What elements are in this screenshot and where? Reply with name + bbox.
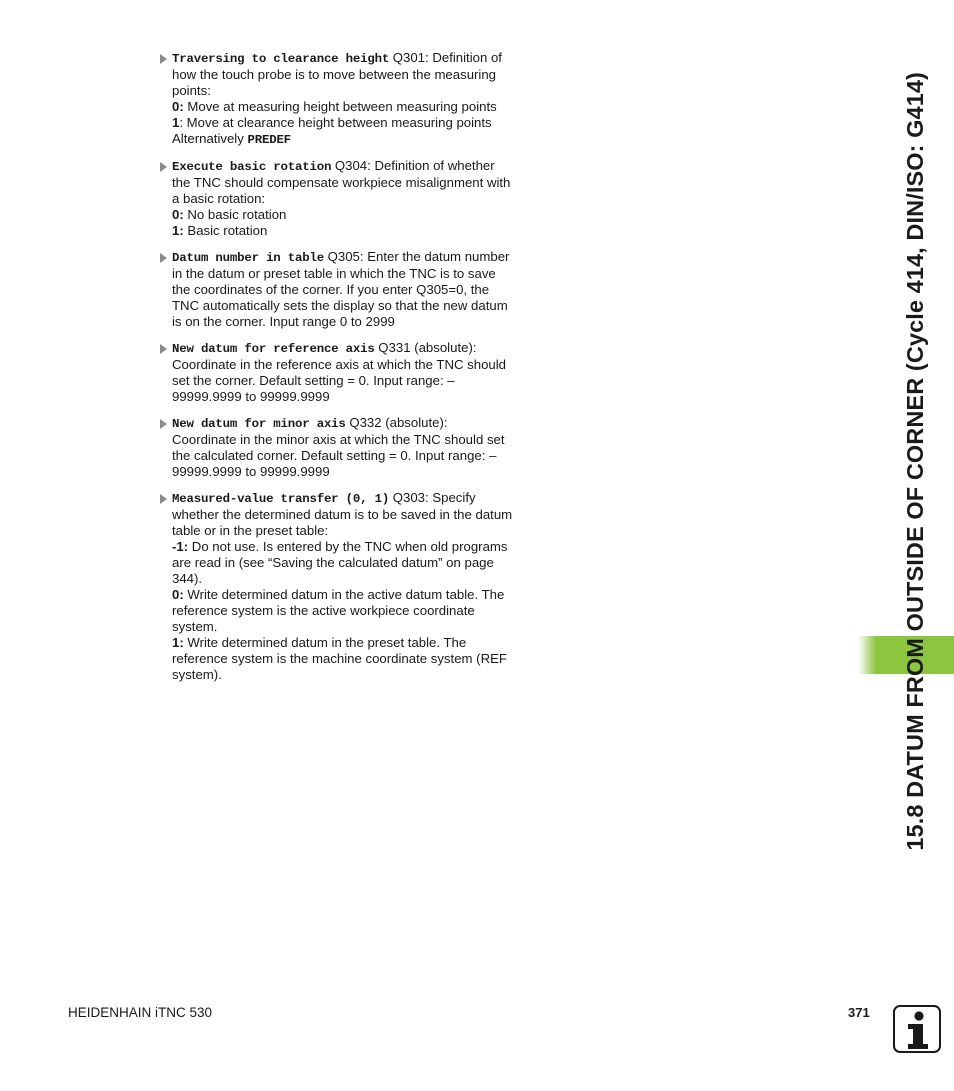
bullet-arrow-icon bbox=[160, 54, 167, 64]
parameter-list bbox=[158, 50, 514, 693]
option-text: Basic rotation bbox=[183, 223, 268, 238]
param-reference-axis-datum bbox=[158, 340, 514, 405]
info-icon bbox=[893, 1005, 941, 1053]
param-description: Q305: Enter the datum number in the datum or preset table in which the TNC is to save the coordinates of the corner. If you enter Q305=0, the TNC automatically sets the display so that the new datum is on the corner. Input range 0 to 2999 bbox=[172, 249, 510, 329]
param-basic-rotation bbox=[158, 158, 514, 239]
param-intro bbox=[172, 50, 514, 99]
option-key: 0: bbox=[172, 207, 184, 222]
option-text: : Move at clearance height between measuring points bbox=[179, 115, 492, 130]
option-text: No basic rotation bbox=[183, 207, 287, 222]
option-key: 0: bbox=[172, 587, 184, 602]
option-line bbox=[172, 115, 514, 131]
softkey-label: New datum for minor axis bbox=[172, 417, 346, 431]
option-text: Write determined datum in the active datum table. The reference system is the active workpiece coordinate system. bbox=[172, 587, 505, 634]
option-line bbox=[172, 99, 514, 115]
bullet-arrow-icon bbox=[160, 162, 167, 172]
option-line bbox=[172, 207, 514, 223]
param-datum-number bbox=[158, 249, 514, 330]
bullet-arrow-icon bbox=[160, 419, 167, 429]
param-description: Q332 (absolute): Coordinate in the minor axis at which the TNC should set the calculated corner. Default setting = 0. Input range: –99999.9999 to 99999.9999 bbox=[172, 415, 505, 479]
section-title: 15.8 DATUM FROM OUTSIDE OF CORNER (Cycle 414, DIN/ISO: G414) bbox=[901, 71, 928, 851]
option-line bbox=[172, 223, 514, 239]
option-key: 1 bbox=[172, 115, 180, 130]
running-title bbox=[876, 30, 954, 892]
option-key: 0: bbox=[172, 99, 184, 114]
option-line bbox=[172, 635, 514, 683]
softkey-label: Execute basic rotation bbox=[172, 160, 332, 174]
predef-key: PREDEF bbox=[247, 133, 291, 147]
option-key: 1: bbox=[172, 223, 184, 238]
param-description: Q301: Definition of how the touch probe is to move between the measuring points: bbox=[172, 50, 502, 98]
param-measured-value-transfer bbox=[158, 490, 514, 683]
param-minor-axis-datum bbox=[158, 415, 514, 480]
bullet-arrow-icon bbox=[160, 253, 167, 263]
option-key: 1: bbox=[172, 635, 184, 650]
softkey-label: Datum number in table bbox=[172, 251, 324, 265]
softkey-label: Traversing to clearance height bbox=[172, 52, 390, 66]
alternative-text: Alternatively bbox=[172, 131, 248, 146]
param-intro bbox=[172, 340, 514, 405]
option-text: Write determined datum in the preset table. The reference system is the machine coordinate system (REF system). bbox=[172, 635, 507, 682]
bullet-arrow-icon bbox=[160, 494, 167, 504]
param-description: Q331 (absolute): Coordinate in the reference axis at which the TNC should set the corner. Default setting = 0. Input range: –99999.9999 to 99999.9999 bbox=[172, 340, 507, 404]
option-text: Move at measuring height between measuring points bbox=[183, 99, 497, 114]
param-intro bbox=[172, 490, 514, 539]
softkey-label: New datum for reference axis bbox=[172, 342, 375, 356]
alternative-line bbox=[172, 131, 514, 148]
info-glyph bbox=[895, 1007, 939, 1051]
option-line bbox=[172, 587, 514, 635]
param-intro bbox=[172, 158, 514, 207]
softkey-label: Measured-value transfer (0, 1) bbox=[172, 492, 390, 506]
footer-manual-name: HEIDENHAIN iTNC 530 bbox=[68, 1005, 213, 1020]
param-clearance-height bbox=[158, 50, 514, 148]
page-number: 371 bbox=[848, 1005, 870, 1020]
param-description: Q303: Specify whether the determined datum is to be saved in the datum table or in the preset table: bbox=[172, 490, 513, 538]
option-line bbox=[172, 539, 514, 587]
option-key: -1: bbox=[172, 539, 189, 554]
bullet-arrow-icon bbox=[160, 344, 167, 354]
param-intro bbox=[172, 249, 514, 330]
param-intro bbox=[172, 415, 514, 480]
param-description: Q304: Definition of whether the TNC should compensate workpiece misalignment with a basic rotation: bbox=[172, 158, 511, 206]
option-text: Do not use. Is entered by the TNC when old programs are read in (see “Saving the calculated datum” on page 344). bbox=[172, 539, 508, 586]
